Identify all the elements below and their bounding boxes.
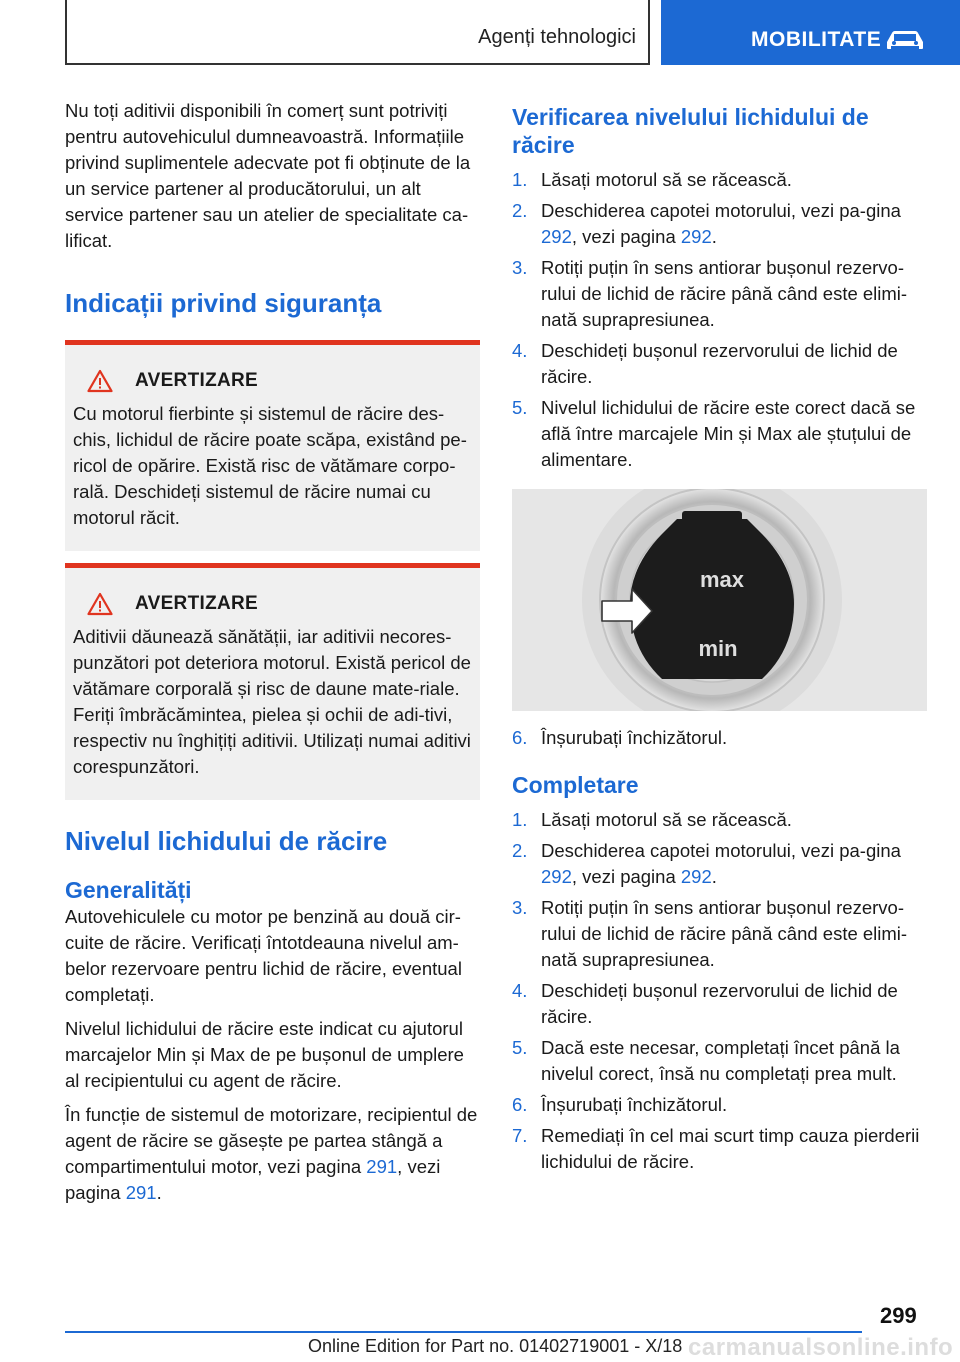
page-link[interactable]: 292 xyxy=(680,866,712,887)
page-link[interactable]: 292 xyxy=(541,226,572,247)
footer-divider xyxy=(65,1331,862,1333)
intro-paragraph: Nu toți aditivii disponibili în comerț sunt potriviți pentru autovehiculul dumneavoastră. Informațiile privind suplimentele adecvate pot fi obținute de la un service partener al producătorului, un alt service partener sau un atelier de specialitate ca-lificat. xyxy=(65,100,471,251)
warning-triangle-icon xyxy=(87,369,113,393)
header-frame xyxy=(65,0,650,65)
list-item: 6. Înșurubați închizătorul. xyxy=(512,1094,728,1115)
warning-box xyxy=(65,563,480,800)
warning-text: Cu motorul fierbinte și sistemul de răcire des-chis, lichidul de răcire poate scăpa, existând pe-ricol de opărire. Există risc de vătămare corpo-rală. Deschideți sistemul de răcire numai cu motorul răcit. xyxy=(73,403,467,528)
check-heading: Verificarea nivelului lichidului de răcire xyxy=(512,104,869,158)
coolant-cap-figure xyxy=(512,489,927,711)
warning-box xyxy=(65,340,480,551)
general-paragraph: Autovehiculele cu motor pe benzină au două cir-cuite de răcire. Verificați întotdeauna nivelul am-belor rezervoare pentru lichid de răcire, eventual completați. xyxy=(65,906,462,1005)
warning-title: AVERTIZARE xyxy=(135,593,258,614)
warning-triangle-icon xyxy=(87,592,113,616)
list-item: 4. Deschideți bușonul rezervorului de lichid de răcire. xyxy=(512,980,898,1027)
max-label: max xyxy=(699,567,745,592)
car-icon xyxy=(883,28,927,52)
check-steps-list xyxy=(512,167,927,473)
general-paragraph: Nivelul lichidului de răcire este indicat cu ajutorul marcajelor Min și Max de pe bușonul de umplere al recipientului cu agent de răcire. xyxy=(65,1018,464,1091)
left-column xyxy=(65,98,480,1206)
list-item: 6. Înșurubați închizătorul. xyxy=(512,727,728,748)
fill-heading: Completare xyxy=(512,772,639,798)
list-item: 2. Deschiderea capotei motorului, vezi pa-gina 292, vezi pagina 292. xyxy=(512,200,901,247)
coolant-cap-illustration xyxy=(512,489,927,711)
safety-heading: Indicații privind siguranța xyxy=(65,288,382,318)
page-link[interactable]: 292 xyxy=(541,866,572,887)
list-item: 7. Remediați în cel mai scurt timp cauza pierderii lichidului de răcire. xyxy=(512,1125,920,1172)
chapter-tab-label: MOBILITATE xyxy=(751,28,882,51)
list-item: 1. Lăsați motorul să se răcească. xyxy=(512,809,792,830)
watermark: carmanualsonline.info xyxy=(688,1334,954,1361)
page-link[interactable]: 291 xyxy=(125,1182,157,1203)
list-item: 3. Rotiți puțin în sens antiorar bușonul rezervo-rului de lichid de răcire până când este elimi-nată suprapresiunea. xyxy=(512,897,908,970)
page-number: 299 xyxy=(880,1303,917,1328)
general-paragraph: În funcție de sistemul de motorizare, recipientul de agent de răcire se găsește pe partea stângă a compartimentului motor, vezi pagina 291, vezi pagina 291. xyxy=(65,1104,478,1203)
check-steps-list xyxy=(512,725,927,751)
list-item: 3. Rotiți puțin în sens antiorar bușonul rezervo-rului de lichid de răcire până când este elimi-nată suprapresiunea. xyxy=(512,257,908,330)
list-item: 5. Dacă este necesar, completați încet până la nivelul corect, însă nu completați prea mult. xyxy=(512,1037,900,1084)
warning-title: AVERTIZARE xyxy=(135,370,258,391)
list-item: 2. Deschiderea capotei motorului, vezi pa-gina 292, vezi pagina 292. xyxy=(512,840,901,887)
list-item: 1. Lăsați motorul să se răcească. xyxy=(512,169,792,190)
section-title: Agenți tehnologici xyxy=(478,26,636,48)
page-link[interactable]: 292 xyxy=(680,226,712,247)
right-column xyxy=(512,103,927,1180)
edition-text: Online Edition for Part no. 01402719001 - X/18 xyxy=(308,1336,683,1356)
fill-steps-list xyxy=(512,807,927,1175)
min-label: min xyxy=(698,636,738,661)
page-link[interactable]: 291 xyxy=(366,1156,398,1177)
list-item: 4. Deschideți bușonul rezervorului de lichid de răcire. xyxy=(512,340,898,387)
chapter-tab[interactable] xyxy=(661,0,960,65)
general-heading: Generalități xyxy=(65,877,192,903)
warning-text: Aditivii dăunează sănătății, iar aditivii necores-punzători pot deteriora motorul. Există pericol de vătămare corporală și risc de daune mate-riale. Feriți îmbrăcămintea, pielea și ochii de adi-tivi, respectiv nu înghițiți aditivii. Utilizați numai aditivi corespunzători. xyxy=(73,626,471,777)
coolant-heading: Nivelul lichidului de răcire xyxy=(65,826,388,856)
list-item: 5. Nivelul lichidului de răcire este corect dacă se află între marcajele Min și Max ale ștuțului de alimentare. xyxy=(512,397,916,470)
